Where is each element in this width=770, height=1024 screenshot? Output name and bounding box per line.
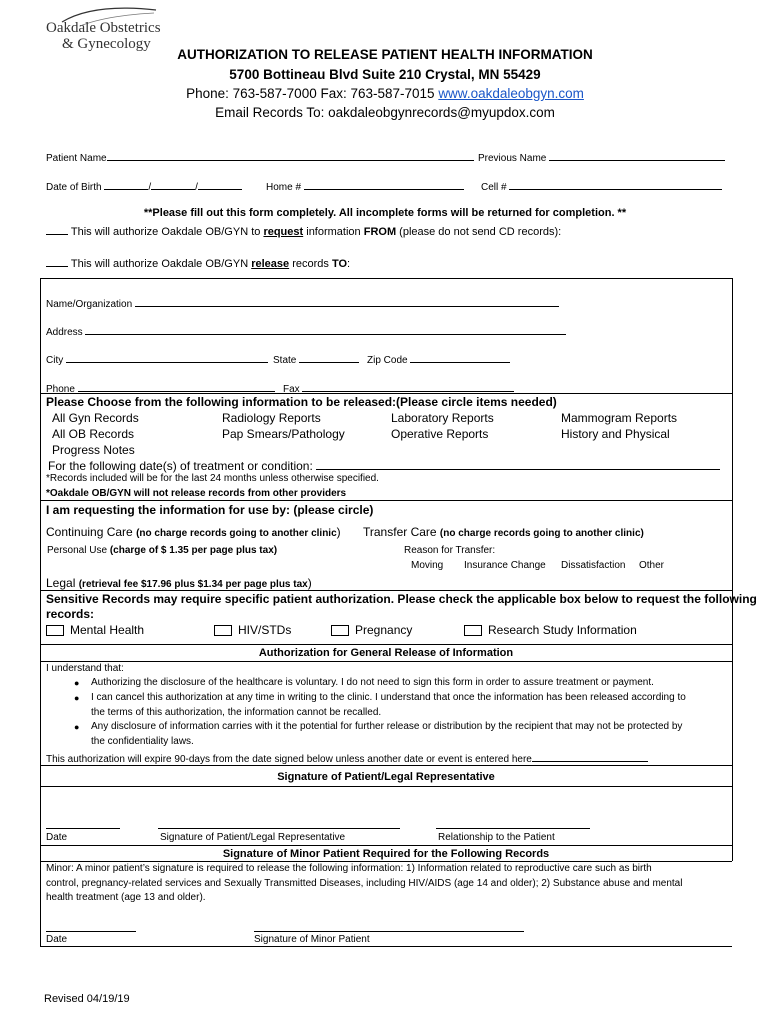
phone-fax: Phone: 763-587-7000 Fax: 763-587-7015 [186,86,435,101]
expiration-line[interactable] [532,750,648,762]
minor-date-line[interactable] [46,931,136,932]
patient-date-line[interactable] [46,828,120,829]
understand-item-2: I can cancel this authorization at any time in writing to the clinic. I understand that once the information has been released according to [91,692,686,703]
pregnancy-label: Pregnancy [355,623,413,637]
org-city-field[interactable] [46,351,268,366]
patient-name-label: Patient Name [46,153,107,164]
legal-label: Legal [46,576,76,590]
relationship-line[interactable] [436,828,590,829]
understand-label: I understand that: [46,663,124,674]
home-phone-line[interactable] [304,178,464,190]
use-continuing-care[interactable]: Continuing Care (no charge records going to another clinic) [46,525,341,539]
expiration-field[interactable] [46,750,648,765]
transfer-care-label: Transfer Care [363,525,437,539]
minor-text-2: control, pregnancy-related services and Sexually Transmitted Diseases, including HIV/AIDS (age 14 and older); 2) Substance abuse and mental [46,878,683,889]
treatment-dates-label: For the following date(s) of treatment or condition: [48,459,313,473]
info-item-progress[interactable]: Progress Notes [52,443,135,457]
info-item-history[interactable]: History and Physical [561,427,670,441]
instructions: **Please fill out this form completely. All incomplete forms will be returned for completion. ** [143,207,627,219]
sensitive-heading-2: records: [46,607,95,621]
minor-date-label: Date [46,934,68,945]
home-phone-label: Home # [266,182,302,193]
release-option[interactable] [46,255,350,270]
hiv-checkbox[interactable] [214,625,232,636]
org-name-field[interactable] [46,295,559,310]
org-state-label: State [273,355,297,366]
org-phone-line[interactable] [78,380,275,392]
general-release-heading: Authorization for General Release of Information [258,647,514,659]
transfer-care-note: (no charge records going to another clinic) [439,528,644,539]
personal-use-label: Personal Use [47,545,108,556]
treatment-dates-field[interactable] [48,458,720,473]
org-address-line[interactable] [85,323,566,335]
pregnancy-checkbox[interactable] [331,625,349,636]
understand-item-3-cont: the confidentiality laws. [91,736,194,747]
use-heading: I am requesting the information for use by: (please circle) [46,503,374,517]
legal-note: (retrieval fee $17.96 plus $1.34 per page plus tax [78,579,308,590]
release-post: records [289,258,332,270]
bullet-icon: ● [74,678,80,688]
treatment-dates-line[interactable] [316,458,720,470]
patient-signature-heading: Signature of Patient/Legal Representative [277,771,495,783]
patient-signature-line[interactable] [158,828,400,829]
request-mid: information [303,226,364,238]
logo-line-1: Oakdale Obstetrics [46,20,161,36]
understand-item-1: Authorizing the disclosure of the healthcare is voluntary. I do not need to sign this form in order to assure treatment or payment. [91,677,654,688]
patient-name-line[interactable] [107,149,474,161]
info-item-radiology[interactable]: Radiology Reports [222,411,321,425]
understand-item-3: Any disclosure of information carries with it the potential for further release or distribution by the recipient that may not be protected by [91,721,683,732]
org-city-label: City [46,355,64,366]
reason-insurance-change[interactable]: Insurance Change [464,560,546,571]
org-address-label: Address [46,327,83,338]
records-note-1: *Records included will be for the last 24 months unless otherwise specified. [46,473,379,484]
bullet-icon: ● [74,722,80,732]
org-fax-line[interactable] [302,380,514,392]
release-word: release [251,258,290,270]
request-post: (please do not send CD records): [396,226,562,238]
org-zip-line[interactable] [410,351,510,363]
org-zip-field[interactable] [367,351,510,366]
minor-text-3: health treatment (age 13 and older). [46,892,206,903]
email-line: Email Records To: oakdaleobgynrecords@myupdox.com [215,105,555,120]
previous-name-label: Previous Name [478,153,547,164]
minor-signature-label: Signature of Minor Patient [254,934,370,945]
org-fax-label: Fax [283,384,300,395]
cell-phone-line[interactable] [509,178,722,190]
use-transfer-care[interactable] [363,525,644,539]
personal-use-note: (charge of $ 1.35 per page plus tax) [109,545,278,556]
patient-name-field[interactable] [46,149,474,164]
use-personal[interactable] [47,545,277,556]
previous-name-field[interactable] [478,149,725,164]
hiv-label: HIV/STDs [238,623,292,637]
patient-date-label: Date [46,832,68,843]
minor-signature-heading: Signature of Minor Patient Required for the Following Records [222,848,550,860]
cell-phone-field[interactable] [481,178,722,193]
minor-text-1: Minor: A minor patient’s signature is required to release the following information: 1) Information related to reproductive care such as birth [46,863,652,874]
release-check-line[interactable] [46,255,68,267]
org-address-field[interactable] [46,323,566,338]
revision-date: Revised 04/19/19 [44,993,130,1005]
org-zip-label: Zip Code [367,355,408,366]
patient-signature-label: Signature of Patient/Legal Representative [160,832,346,843]
use-legal[interactable]: Legal (retrieval fee $17.96 plus $1.34 per page plus tax) [46,576,312,590]
mental-health-checkbox[interactable] [46,625,64,636]
sensitive-research[interactable] [464,623,637,637]
info-item-all-ob[interactable]: All OB Records [52,427,135,441]
request-option[interactable] [46,223,561,238]
reason-other[interactable]: Other [639,560,665,571]
info-item-operative[interactable]: Operative Reports [391,427,489,441]
request-check-line[interactable] [46,223,68,235]
dob-label: Date of Birth [46,182,102,193]
minor-signature-line[interactable] [254,931,524,932]
previous-name-line[interactable] [549,149,725,161]
org-phone-label: Phone [46,384,75,395]
cell-phone-label: Cell # [481,182,507,193]
mental-health-label: Mental Health [70,623,145,637]
request-from: FROM [363,226,397,238]
research-checkbox[interactable] [464,625,482,636]
relationship-label: Relationship to the Patient [438,832,555,843]
home-phone-field[interactable] [266,178,464,193]
release-end: : [347,258,351,270]
request-text: This will authorize Oakdale OB/GYN to [68,226,264,238]
sensitive-heading: Sensitive Records may require specific patient authorization. Please check the applicable box below to request the following [46,592,757,606]
reason-dissatisfaction[interactable]: Dissatisfaction [561,560,626,571]
dob-field[interactable]: Date of Birth / / [46,178,242,193]
release-text: This will authorize Oakdale OB/GYN [68,258,252,270]
org-name-label: Name/Organization [46,299,133,310]
org-state-field[interactable] [273,351,359,366]
continuing-care-note: (no charge records going to another clinic [136,528,337,539]
org-name-line[interactable] [135,295,559,307]
info-item-pap[interactable]: Pap Smears/Pathology [222,427,345,441]
reason-moving[interactable]: Moving [411,560,444,571]
continuing-care-label: Continuing Care [46,525,133,539]
website-link[interactable]: www.oakdaleobgyn.com [438,86,584,101]
info-item-laboratory[interactable]: Laboratory Reports [391,411,494,425]
request-word: request [263,226,304,238]
release-to: TO [331,258,348,270]
form-title: AUTHORIZATION TO RELEASE PATIENT HEALTH INFORMATION [177,47,593,62]
sensitive-mental-health[interactable] [46,623,144,637]
records-note-2: *Oakdale OB/GYN will not release records from other providers [46,488,347,499]
expiration-text: This authorization will expire 90-days from the date signed below unless another date or event is entered here [46,754,532,765]
info-item-mammogram[interactable]: Mammogram Reports [561,411,678,425]
research-label: Research Study Information [488,623,637,637]
sensitive-pregnancy[interactable] [331,623,412,637]
understand-item-2-cont: the terms of this authorization, the information cannot be recalled. [91,707,382,718]
info-item-all-gyn[interactable]: All Gyn Records [52,411,139,425]
org-city-line[interactable] [66,351,268,363]
clinic-address: 5700 Bottineau Blvd Suite 210 Crystal, MN 55429 [229,67,541,82]
sensitive-hiv[interactable] [214,623,291,637]
org-state-line[interactable] [299,351,359,363]
transfer-reason-label: Reason for Transfer: [404,545,496,556]
info-heading: Please Choose from the following information to be released:(Please circle items needed) [46,395,557,409]
phone-fax-line [0,86,770,101]
bullet-icon: ● [74,693,80,703]
logo-line-2: & Gynecology [62,36,151,52]
